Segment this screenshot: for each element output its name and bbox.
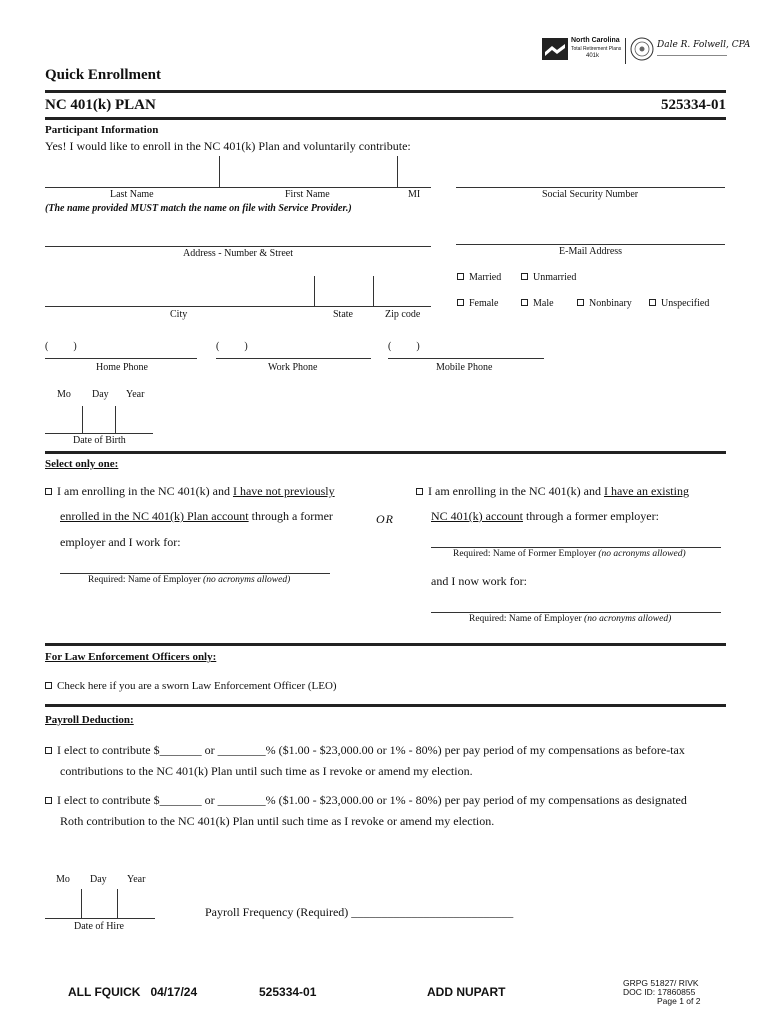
dob-field[interactable] [45, 433, 153, 434]
nc-state-outline-icon [542, 38, 568, 60]
option-text: NC 401(k) account [431, 509, 523, 523]
plan-name: NC 401(k) PLAN [45, 97, 156, 113]
checkbox-icon [577, 299, 584, 306]
option-text: I am enrolling in the NC 401(k) and [428, 484, 604, 498]
option-text: I have an existing [603, 484, 689, 498]
leo-rule [45, 643, 726, 646]
logo-line-3: 401k [586, 53, 600, 59]
footer-doc-id: DOC ID: 17860855 [623, 987, 696, 997]
checkbox-icon [45, 682, 52, 689]
roth-line-2: Roth contribution to the NC 401(k) Plan until such time as I revoke or amend my election. [60, 814, 495, 828]
work-phone-label: Work Phone [268, 362, 318, 373]
doh-field[interactable] [45, 918, 155, 919]
option-text: I am enrolling in the NC 401(k) and [57, 484, 233, 498]
dob-label: Date of Birth [73, 435, 126, 446]
pretax-election-option[interactable] [45, 743, 685, 758]
city-state-zip-field[interactable] [45, 306, 431, 307]
former-employer-field[interactable] [431, 547, 721, 548]
dob-divider-1 [82, 406, 83, 433]
first-name-label: First Name [285, 189, 330, 200]
doh-divider-1 [81, 889, 82, 918]
new-enrollment-line-3: employer and I work for: [60, 535, 181, 549]
footer-page: Page 1 of 2 [657, 996, 701, 1006]
select-heading: Select only one: [45, 458, 119, 470]
checkbox-icon [457, 273, 464, 280]
checkbox-icon [45, 488, 52, 495]
nonbinary-label: Nonbinary [589, 298, 632, 309]
married-label: Married [469, 272, 502, 283]
work-phone-area-code: ( ) [216, 341, 248, 352]
checkbox-icon [649, 299, 656, 306]
unmarried-label: Unmarried [533, 272, 577, 283]
or-separator: OR [376, 512, 394, 526]
existing-account-option[interactable] [416, 484, 689, 499]
dob-mo-label: Mo [57, 389, 71, 400]
zip-label: Zip code [385, 309, 421, 320]
ssn-field[interactable] [456, 187, 725, 188]
doh-year-label: Year [127, 874, 146, 885]
ssn-label: Social Security Number [542, 189, 639, 200]
mi-label: MI [408, 189, 421, 200]
footer-grpg: GRPG 51827/ RIVK [623, 978, 699, 988]
address-label: Address - Number & Street [183, 248, 293, 259]
male-checkbox[interactable] [521, 298, 554, 309]
checkbox-icon [521, 299, 528, 306]
male-label: Male [533, 298, 554, 309]
checkbox-icon [521, 273, 528, 280]
unmarried-checkbox[interactable] [521, 272, 576, 283]
payroll-heading: Payroll Deduction: [45, 714, 134, 726]
doh-day-label: Day [90, 874, 107, 885]
leo-label: Check here if you are a sworn Law Enforcement Officer (LEO) [57, 680, 337, 692]
dob-divider-2 [115, 406, 116, 433]
checkbox-icon [45, 747, 52, 754]
required-note: (no acronyms allowed) [203, 575, 291, 585]
former-employer-label [453, 549, 686, 559]
email-label: E-Mail Address [559, 246, 623, 257]
roth-election-option[interactable] [45, 793, 687, 808]
leo-checkbox[interactable] [45, 680, 337, 692]
required-label: Required: Name of Former Employer [453, 549, 599, 559]
treasurer-seal-icon [630, 37, 654, 61]
signature-underline [657, 55, 727, 56]
form-title: Quick Enrollment [45, 67, 161, 83]
mobile-phone-label: Mobile Phone [436, 362, 493, 373]
state-label: State [333, 309, 353, 320]
city-divider-1 [314, 276, 315, 306]
name-note: (The name provided MUST match the name on file with Service Provider.) [45, 203, 352, 214]
mobile-phone-field[interactable] [388, 358, 544, 359]
footer-add: ADD NUPART [427, 985, 506, 999]
nonbinary-checkbox[interactable] [577, 298, 632, 309]
dob-year-label: Year [126, 389, 145, 400]
married-checkbox[interactable] [457, 272, 501, 283]
option-text: I have not previously [232, 484, 335, 498]
doh-mo-label: Mo [56, 874, 70, 885]
home-phone-field[interactable] [45, 358, 197, 359]
logo-line-2: Total Retirement Plans [571, 46, 622, 52]
city-label: City [170, 309, 188, 320]
email-field[interactable] [456, 244, 725, 245]
leo-heading: For Law Enforcement Officers only: [45, 651, 217, 663]
name-divider-2 [397, 156, 398, 187]
footer-form-code: ALL FQUICK 04/17/24 [68, 985, 198, 999]
required-label: Required: Name of Employer [88, 575, 204, 585]
current-employer-field[interactable] [431, 612, 721, 613]
new-employer-label [88, 575, 290, 585]
unspecified-label: Unspecified [661, 298, 710, 309]
required-label: Required: Name of Employer [469, 614, 585, 624]
female-checkbox[interactable] [457, 298, 498, 309]
work-phone-field[interactable] [216, 358, 371, 359]
option-text: through a former employer: [522, 509, 659, 523]
dob-day-label: Day [92, 389, 109, 400]
participant-heading: Participant Information [45, 124, 159, 136]
now-work-for-label: and I now work for: [431, 574, 527, 588]
checkbox-icon [416, 488, 423, 495]
unspecified-checkbox[interactable] [649, 298, 709, 309]
home-phone-area-code: ( ) [45, 341, 77, 352]
option-text: enrolled in the NC 401(k) Plan account [60, 509, 249, 523]
select-rule [45, 451, 726, 454]
footer-plan-number: 525334-01 [259, 985, 317, 999]
new-enrollment-option[interactable] [45, 484, 335, 499]
name-field[interactable] [45, 187, 431, 188]
plan-number: 525334-01 [661, 97, 726, 113]
new-enrollment-line-2 [60, 509, 333, 524]
title-rule-top [45, 90, 726, 93]
participant-intro: Yes! I would like to enroll in the NC 401(k) Plan and voluntarily contribute: [45, 139, 411, 153]
pretax-line-2: contributions to the NC 401(k) Plan until such time as I revoke or amend my election. [60, 764, 473, 778]
nc-total-retirement-logo [542, 36, 622, 64]
required-note: (no acronyms allowed) [584, 614, 672, 624]
home-phone-label: Home Phone [96, 362, 148, 373]
option-text: through a former [248, 509, 333, 523]
doh-divider-2 [117, 889, 118, 918]
checkbox-icon [457, 299, 464, 306]
title-rule-bottom [45, 117, 726, 120]
new-employer-field[interactable] [60, 573, 330, 574]
pretax-text: I elect to contribute $_______ or ________% ($1.00 - $23,000.00 or 1% - 80%) per pay period of my compensations as before-tax [57, 743, 685, 757]
payroll-frequency-field[interactable]: Payroll Frequency (Required) ___________________________ [205, 905, 514, 919]
logo-divider [625, 38, 626, 64]
checkbox-icon [45, 797, 52, 804]
female-label: Female [469, 298, 499, 309]
payroll-rule [45, 704, 726, 707]
address-field[interactable] [45, 246, 431, 247]
roth-text: I elect to contribute $_______ or ________% ($1.00 - $23,000.00 or 1% - 80%) per pay period of my compensations as designated [57, 793, 687, 807]
mobile-phone-area-code: ( ) [388, 341, 420, 352]
logo-line-1: North Carolina [571, 37, 620, 44]
existing-account-line-2 [431, 509, 659, 524]
doh-label: Date of Hire [74, 921, 124, 932]
current-employer-label [469, 614, 671, 624]
treasurer-signature: Dale R. Folwell, CPA [657, 40, 751, 50]
last-name-label: Last Name [110, 189, 154, 200]
name-divider-1 [219, 156, 220, 187]
city-divider-2 [373, 276, 374, 306]
required-note: (no acronyms allowed) [598, 549, 686, 559]
